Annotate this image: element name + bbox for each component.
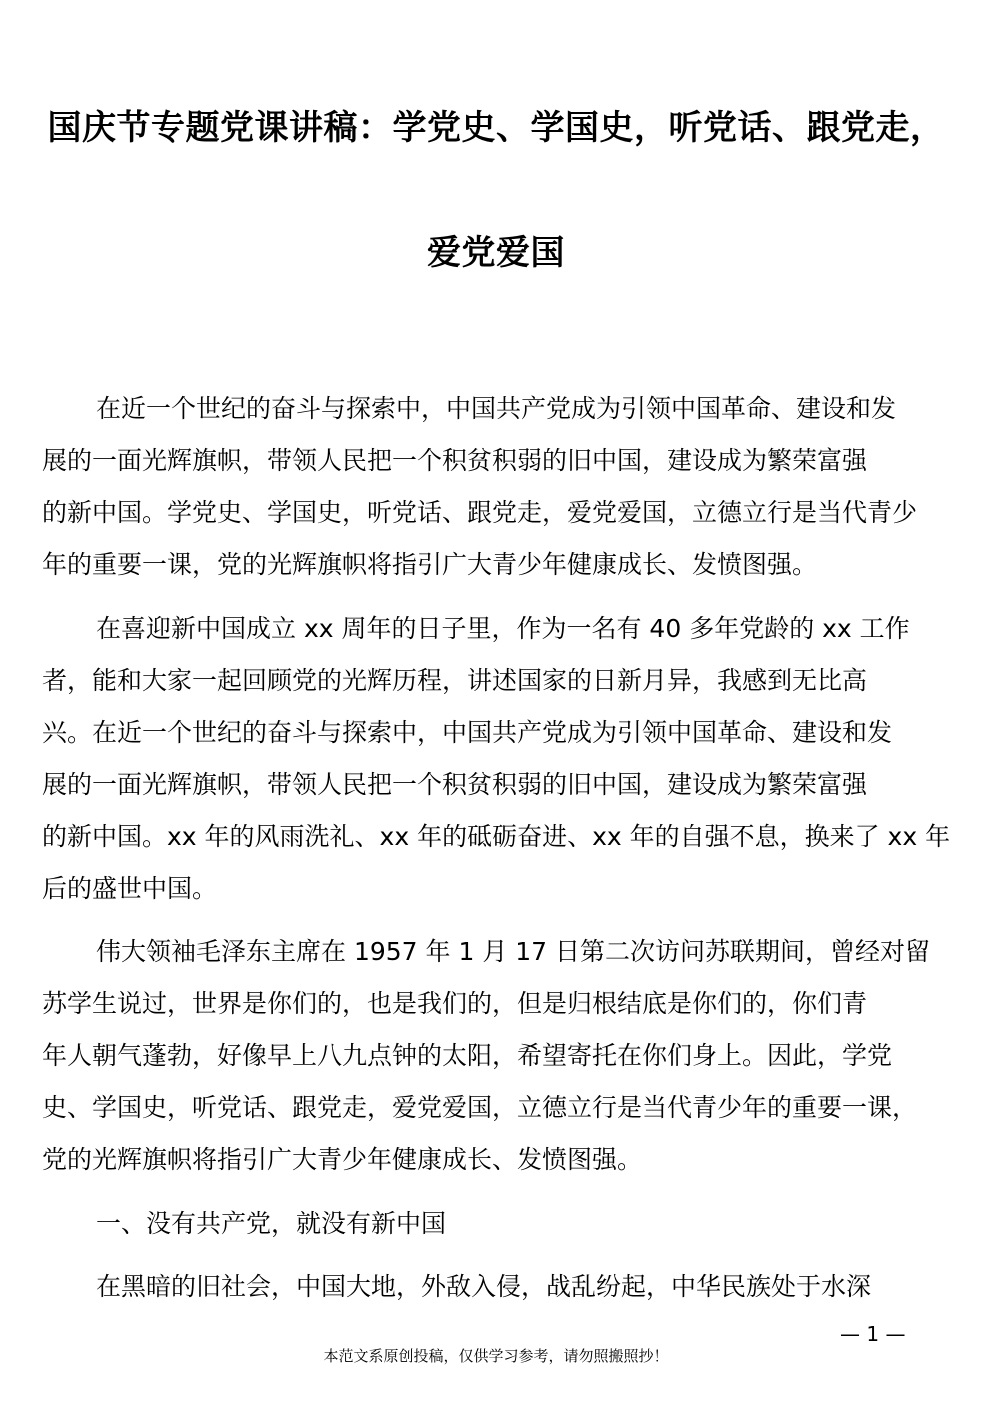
paragraph-line: 展的一面光辉旗帜，带领人民把一个积贫积弱的旧中国，建设成为繁荣富强 [42, 446, 868, 475]
section-heading-text: 一、没有共产党，就没有新中国 [96, 1209, 447, 1238]
document-title-line-1: 国庆节专题党课讲稿：学党史、学国史，听党话、跟党走， [47, 108, 945, 148]
paragraph-line: 展的一面光辉旗帜，带领人民把一个积贫积弱的旧中国，建设成为繁荣富强 [42, 770, 868, 799]
paragraph-3 [42, 926, 952, 1186]
paragraph-line: 的新中国。xx 年的风雨洗礼、xx 年的砥砺奋进、xx 年的自强不息，换来了 xx 年 [42, 822, 951, 851]
paragraph-line: 年人朝气蓬勃，好像早上八九点钟的太阳，希望寄托在你们身上。因此，学党 [42, 1041, 893, 1070]
paragraph-line: 兴。在近一个世纪的奋斗与探索中，中国共产党成为引领中国革命、建设和发 [42, 718, 893, 747]
footer-disclaimer: 本范文系原创投稿，仅供学习参考，请勿照搬照抄！ [323, 1347, 669, 1365]
paragraph-line: 在近一个世纪的奋斗与探索中，中国共产党成为引领中国革命、建设和发 [96, 394, 897, 423]
paragraph-line: 伟大领袖毛泽东主席在 1957 年 1 月 17 日第二次访问苏联期间，曾经对留 [96, 937, 931, 966]
paragraph-line: 年的重要一课，党的光辉旗帜将指引广大青少年健康成长、发愤图强。 [42, 550, 818, 579]
page-number: — 1 — [840, 1322, 906, 1346]
paragraph-line: 党的光辉旗帜将指引广大青少年健康成长、发愤图强。 [42, 1145, 643, 1174]
paragraph-line: 在黑暗的旧社会，中国大地，外敌入侵，战乱纷起，中华民族处于水深 [96, 1272, 872, 1301]
paragraph-line: 苏学生说过，世界是你们的，也是我们的，但是归根结底是你们的，你们青 [42, 989, 868, 1018]
paragraph-line: 史、学国史，听党话、跟党走，爱党爱国，立德立行是当代青少年的重要一课， [42, 1093, 918, 1122]
document-title-line-2: 爱党爱国 [427, 233, 565, 273]
paragraph-line: 在喜迎新中国成立 xx 周年的日子里，作为一名有 40 多年党龄的 xx 工作 [96, 614, 910, 643]
paragraph-line: 者，能和大家一起回顾党的光辉历程，讲述国家的日新月异，我感到无比高 [42, 666, 868, 695]
section-heading-1 [42, 1198, 952, 1250]
paragraph-line: 的新中国。学党史、学国史，听党话、跟党走，爱党爱国，立德立行是当代青少 [42, 498, 918, 527]
paragraph-2 [42, 603, 952, 915]
paragraph-line: 后的盛世中国。 [42, 874, 218, 903]
paragraph-1 [42, 383, 952, 591]
paragraph-4 [42, 1261, 952, 1313]
